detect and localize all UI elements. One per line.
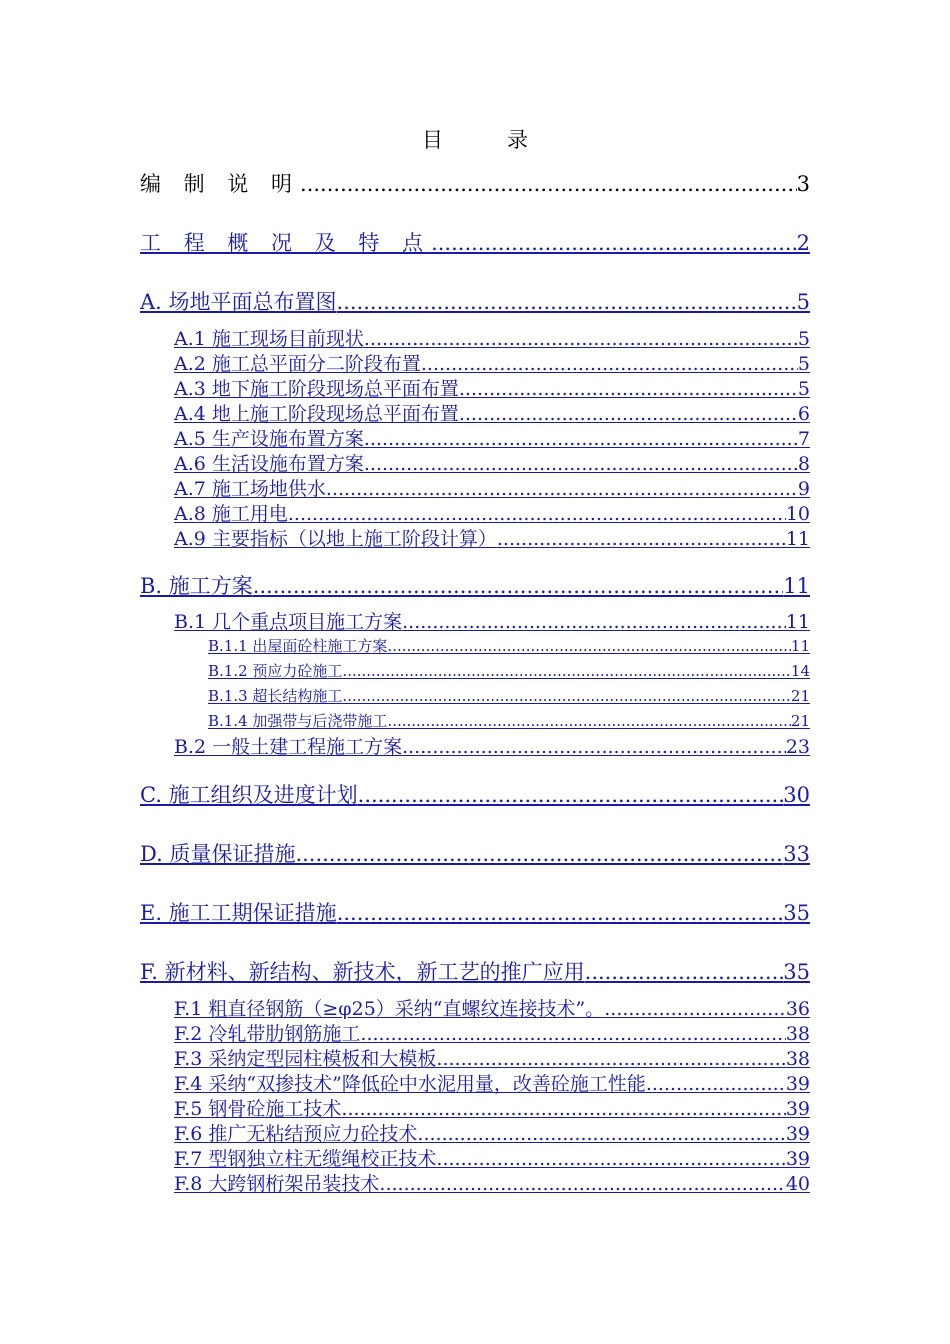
toc-entry[interactable] — [174, 452, 810, 476]
toc-entry-label: B.2 一般土建工程施工方案 — [174, 736, 403, 758]
toc-entry[interactable] — [140, 840, 810, 868]
toc-entry-label: F.2 冷轧带肋钢筋施工 — [174, 1023, 361, 1045]
toc-leader-dots — [364, 327, 798, 351]
toc-entry[interactable] — [174, 1022, 810, 1046]
toc-entry-label: F.3 采纳定型园柱模板和大模板 — [174, 1048, 437, 1070]
toc-leader-dots — [342, 686, 790, 706]
toc-entry[interactable] — [174, 610, 810, 634]
toc-entry-page: 39 — [785, 1098, 810, 1120]
toc-leader-dots — [364, 452, 798, 476]
toc-entry[interactable] — [174, 327, 810, 351]
toc-entry[interactable] — [174, 402, 810, 426]
toc-leader-dots — [300, 170, 797, 198]
toc-entry-page: 11 — [785, 611, 810, 633]
toc-entry[interactable] — [140, 958, 810, 986]
toc-leader-dots — [342, 661, 790, 681]
toc-entry-label: C. 施工组织及进度计划 — [140, 783, 358, 807]
toc-entry-label: B.1.1 出屋面砼柱施工方案 — [208, 637, 388, 655]
toc-entry-label: B. 施工方案 — [140, 574, 253, 598]
toc-entry-label: B.1.2 预应力砼施工 — [208, 662, 343, 680]
toc-leader-dots — [417, 1122, 785, 1146]
toc-leader-dots — [431, 229, 797, 257]
toc-entry-label: A.3 地下施工阶段现场总平面布置 — [174, 378, 459, 400]
toc-entry-page: 36 — [785, 998, 810, 1020]
toc-entry-label: D. 质量保证措施 — [140, 842, 296, 866]
toc-entry[interactable] — [174, 1097, 810, 1121]
toc-entry-label: F.6 推广无粘结预应力砼技术 — [174, 1123, 418, 1145]
toc-entry[interactable] — [140, 288, 810, 316]
toc-entry[interactable] — [174, 352, 810, 376]
toc-entry[interactable] — [174, 1072, 810, 1096]
toc-entry[interactable] — [174, 427, 810, 451]
toc-entry — [140, 170, 810, 198]
toc-entry-page: 21 — [790, 712, 810, 730]
toc-entry-page: 35 — [783, 901, 810, 925]
toc-entry-page: 8 — [797, 453, 810, 475]
toc-entry-label: A. 场地平面总布置图 — [140, 290, 337, 314]
toc-entry-page: 30 — [783, 783, 810, 807]
toc-leader-dots — [436, 1047, 785, 1071]
toc-entry-page: 33 — [783, 842, 810, 866]
toc-entry[interactable] — [140, 899, 810, 927]
toc-leader-dots — [326, 477, 798, 501]
toc-entry-page: 38 — [785, 1023, 810, 1045]
toc-leader-dots — [337, 288, 797, 316]
toc-entry-page: 2 — [796, 231, 810, 255]
toc-entry[interactable] — [174, 1172, 810, 1196]
toc-entry-page: 21 — [790, 687, 810, 705]
toc-leader-dots — [295, 840, 783, 868]
toc-entry[interactable] — [174, 1147, 810, 1171]
toc-entry-label: 编 制 说 明 — [140, 172, 301, 196]
toc-entry-label: A.4 地上施工阶段现场总平面布置 — [174, 403, 459, 425]
toc-entry-page: 38 — [785, 1048, 810, 1070]
toc-leader-dots — [288, 502, 786, 526]
toc-title-part2: 录 — [507, 128, 528, 152]
toc-entry-label: F.5 钢骨砼施工技术 — [174, 1098, 342, 1120]
toc-entry[interactable] — [140, 781, 810, 809]
toc-leader-dots — [459, 377, 798, 401]
toc-entry-page: 5 — [796, 290, 810, 314]
toc-leader-dots — [459, 402, 798, 426]
toc-entry[interactable] — [208, 711, 810, 731]
toc-entry-label: A.5 生产设施布置方案 — [174, 428, 364, 450]
toc-leader-dots — [364, 427, 798, 451]
toc-entry[interactable] — [208, 636, 810, 656]
toc-leader-dots — [379, 1172, 785, 1196]
toc-entry-page: 3 — [796, 172, 810, 196]
toc-entry[interactable] — [208, 661, 810, 681]
toc-leader-dots — [402, 610, 786, 634]
toc-entry[interactable] — [174, 377, 810, 401]
toc-leader-dots — [436, 1147, 785, 1171]
toc-entry-label: F.7 型钢独立柱无缆绳校正技术 — [174, 1148, 437, 1170]
toc-leader-dots — [387, 636, 790, 656]
toc-entry[interactable] — [174, 735, 810, 759]
toc-entry-page: 35 — [783, 960, 810, 984]
toc-leader-dots — [646, 1072, 786, 1096]
toc-entry-label: B.1.4 加强带与后浇带施工 — [208, 712, 388, 730]
toc-entry[interactable] — [174, 1122, 810, 1146]
toc-entry[interactable] — [174, 1047, 810, 1071]
toc-entry-page: 14 — [790, 662, 810, 680]
toc-leader-dots — [337, 899, 784, 927]
toc-entry-page: 40 — [785, 1173, 810, 1195]
toc-title — [0, 124, 950, 154]
toc-entry-label: A.9 主要指标（以地上施工阶段计算） — [174, 528, 497, 550]
toc-entry-label: B.1.3 超长结构施工 — [208, 687, 343, 705]
toc-entry-label: F. 新材料、新结构、新技术，新工艺的推广应用 — [140, 960, 585, 984]
toc-entry-page: 10 — [785, 503, 810, 525]
toc-entry[interactable] — [208, 686, 810, 706]
toc-leader-dots — [604, 997, 786, 1021]
toc-entry-page: 5 — [797, 353, 810, 375]
toc-entry-page: 11 — [790, 637, 810, 655]
toc-entry-page: 39 — [785, 1148, 810, 1170]
toc-leader-dots — [358, 781, 784, 809]
toc-entry-page: 11 — [783, 574, 810, 598]
toc-entry-label: A.7 施工场地供水 — [174, 478, 326, 500]
toc-leader-dots — [387, 711, 790, 731]
toc-leader-dots — [421, 352, 798, 376]
toc-entry-label: B.1 几个重点项目施工方案 — [174, 611, 403, 633]
toc-entry[interactable] — [174, 502, 810, 526]
toc-entry[interactable] — [174, 477, 810, 501]
toc-entry-label: F.8 大跨钢桁架吊装技术 — [174, 1173, 380, 1195]
toc-entry-page: 39 — [785, 1123, 810, 1145]
toc-leader-dots — [497, 527, 786, 551]
toc-entry-page: 9 — [797, 478, 810, 500]
toc-entry-page: 7 — [797, 428, 810, 450]
toc-entry-label: F.1 粗直径钢筋（≥φ25）采纳“直螺纹连接技术”。 — [174, 998, 605, 1020]
toc-entry[interactable] — [140, 229, 810, 257]
toc-entry-page: 6 — [797, 403, 810, 425]
toc-title-part1: 目 — [422, 128, 443, 152]
toc-entry-label: A.1 施工现场目前现状 — [174, 328, 364, 350]
toc-entry-page: 39 — [785, 1073, 810, 1095]
toc-leader-dots — [253, 572, 783, 600]
toc-entry-label: A.6 生活设施布置方案 — [174, 453, 364, 475]
toc-leader-dots — [585, 958, 784, 986]
toc-leader-dots — [402, 735, 786, 759]
toc-entry-page: 5 — [797, 328, 810, 350]
toc-entry-page: 5 — [797, 378, 810, 400]
toc-entry-page: 11 — [785, 528, 810, 550]
toc-leader-dots — [341, 1097, 785, 1121]
toc-entry[interactable] — [174, 997, 810, 1021]
toc-leader-dots — [360, 1022, 785, 1046]
toc-entry-label: A.8 施工用电 — [174, 503, 288, 525]
toc-entry-label: 工 程 概 况 及 特 点 — [140, 231, 432, 255]
toc-entry[interactable] — [140, 572, 810, 600]
toc-entry-label: A.2 施工总平面分二阶段布置 — [174, 353, 421, 375]
toc-entry-label: E. 施工工期保证措施 — [140, 901, 337, 925]
toc-entry-page: 23 — [785, 736, 810, 758]
toc-entry-label: F.4 采纳“双掺技术”降低砼中水泥用量，改善砼施工性能 — [174, 1073, 646, 1095]
toc-entry[interactable] — [174, 527, 810, 551]
